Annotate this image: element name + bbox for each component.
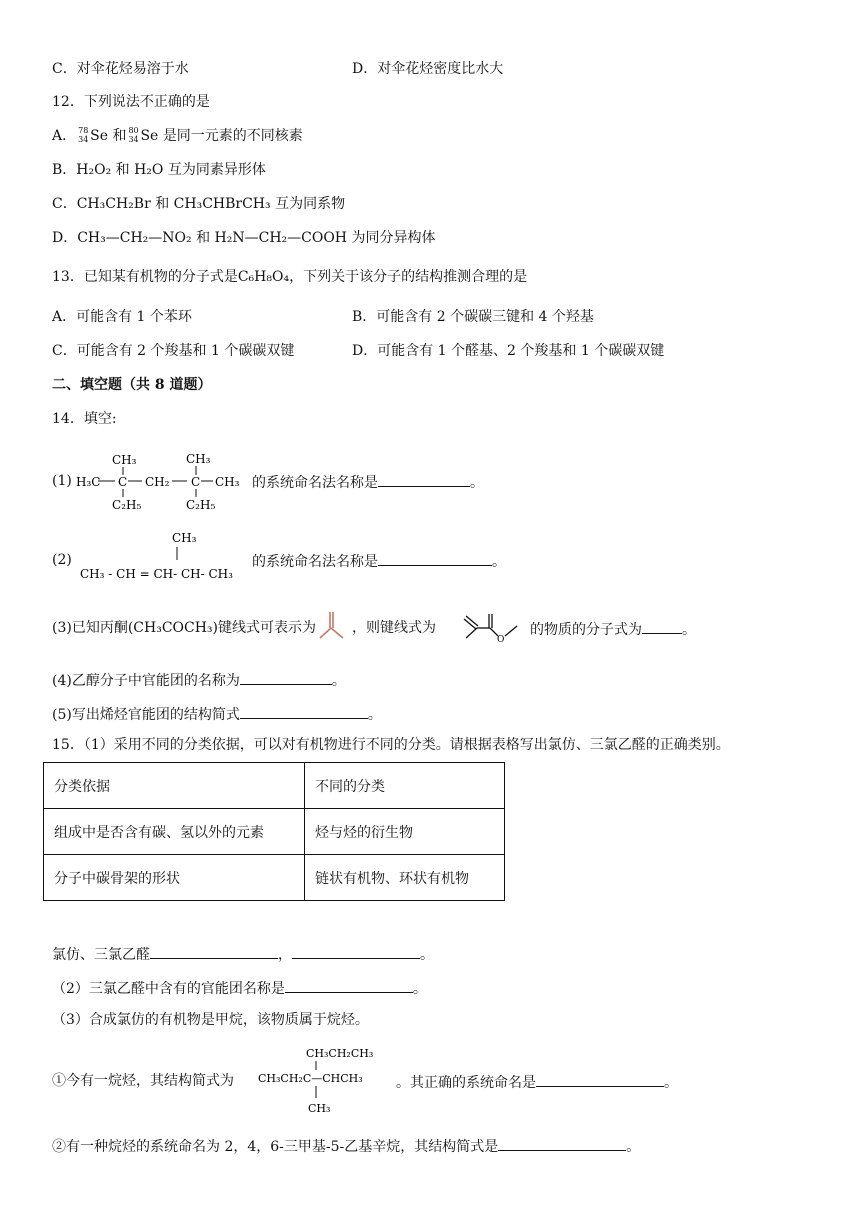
answer-blank[interactable] bbox=[536, 1071, 664, 1087]
q11-option-d: D．对伞花烃密度比水大 bbox=[352, 61, 504, 77]
q14-p2-label: (2) bbox=[52, 552, 72, 568]
q14-stem: 14．填空: bbox=[52, 411, 117, 427]
q15-s1-suffix: 。其正确的系统命名是 bbox=[396, 1075, 536, 1091]
table-cell: 组成中是否含有碳、氢以外的元素 bbox=[44, 809, 305, 855]
structure-formula-2 bbox=[76, 526, 236, 586]
q12-a-mid: 和 bbox=[112, 128, 127, 144]
q12-a-suffix: 是同一元素的不同核素 bbox=[162, 128, 303, 144]
q12-stem: 12．下列说法不正确的是 bbox=[52, 94, 210, 110]
sentence-end: 。 bbox=[367, 707, 382, 723]
struct-ch2: CH₂ bbox=[145, 475, 170, 489]
q15-answer-line bbox=[52, 943, 434, 965]
table-header-cell: 不同的分类 bbox=[305, 763, 505, 809]
q13-stem-suffix: ，下列关于该分子的结构推测合理的是 bbox=[289, 269, 528, 285]
q13-stem bbox=[52, 267, 527, 287]
table-cell: 烃与烃的衍生物 bbox=[305, 809, 505, 855]
answer-blank[interactable] bbox=[642, 618, 682, 634]
struct-c2h5-b: C₂H₅ bbox=[186, 498, 216, 512]
struct2-ch3-top: CH₃ bbox=[172, 531, 197, 545]
struct-h3c: H₃C bbox=[76, 475, 101, 489]
sentence-end: 。 bbox=[470, 475, 484, 491]
struct-ch3-right: CH₃ bbox=[215, 475, 240, 489]
q14-p3-question bbox=[530, 618, 696, 640]
ester-skeletal-icon bbox=[462, 608, 522, 644]
q12-a-prefix: A． bbox=[52, 128, 77, 144]
table-cell: 分子中碳骨架的形状 bbox=[44, 855, 305, 901]
struct-c2h5-a: C₂H₅ bbox=[112, 498, 142, 512]
struct-c1: C bbox=[118, 475, 128, 489]
answer-blank[interactable] bbox=[378, 471, 470, 487]
q14-p3-text-c: 的物质的分子式为 bbox=[530, 622, 642, 638]
q13-formula: C₆H₈O₄ bbox=[237, 269, 290, 285]
sentence-end: 。 bbox=[664, 1075, 678, 1091]
ester-oxygen-label: O bbox=[497, 635, 505, 644]
table-header-cell: 分类依据 bbox=[44, 763, 305, 809]
struct3-bottom: CH₃ bbox=[308, 1102, 331, 1115]
q14-p5-text: (5)写出烯烃官能团的结构简式 bbox=[52, 707, 240, 723]
isotope-mass: 80 bbox=[128, 126, 139, 135]
answer-blank[interactable] bbox=[150, 943, 278, 959]
answer-blank[interactable] bbox=[285, 977, 413, 993]
sentence-end: 。 bbox=[331, 673, 346, 689]
q14-p1-question bbox=[252, 471, 484, 493]
q14-p2-question bbox=[252, 550, 506, 572]
sentence-end: 。 bbox=[682, 622, 696, 638]
q14-p4 bbox=[52, 669, 346, 691]
q14-p4-text: (4)乙醇分子中官能团的名称为 bbox=[52, 673, 240, 689]
sentence-end: 。 bbox=[420, 947, 434, 963]
struct-c2: C bbox=[191, 475, 201, 489]
isotope-atomic-number: 34 bbox=[78, 135, 89, 144]
q12-option-a bbox=[52, 126, 303, 146]
q11-option-c: C．对伞花烃易溶于水 bbox=[52, 61, 189, 77]
sentence-end: 。 bbox=[492, 554, 506, 570]
isotope-se78 bbox=[76, 126, 90, 146]
answer-separator: ， bbox=[278, 947, 292, 963]
q15-s1-text: ①今有一烷烃，其结构简式为 bbox=[52, 1073, 234, 1089]
isotope-mass: 78 bbox=[78, 126, 89, 135]
table-row bbox=[44, 763, 505, 809]
answer-blank[interactable] bbox=[292, 943, 420, 959]
q14-p1-label: (1) bbox=[52, 473, 72, 489]
table-row bbox=[44, 855, 505, 901]
sentence-end: 。 bbox=[412, 981, 427, 997]
isotope-atomic-number: 34 bbox=[128, 135, 139, 144]
structure-formula-1 bbox=[72, 446, 247, 516]
answer-blank[interactable] bbox=[240, 703, 368, 719]
q13-stem-prefix: 13．已知某有机物的分子式是 bbox=[52, 269, 238, 285]
q12-option-c: C．CH₃CH₂Br 和 CH₃CHBrCH₃ 互为同系物 bbox=[52, 196, 346, 212]
q15-p3: （3）合成氯仿的有机物是甲烷，该物质属于烷烃。 bbox=[52, 1012, 369, 1028]
isotope-se80 bbox=[126, 126, 140, 146]
q13-option-b: B．可能含有 2 个碳碳三键和 4 个羟基 bbox=[352, 309, 594, 325]
q13-option-d: D．可能含有 1 个醛基、2 个羧基和 1 个碳碳双键 bbox=[352, 343, 665, 359]
q13-option-a: A．可能含有 1 个苯环 bbox=[52, 309, 192, 325]
q15-s2 bbox=[52, 1135, 640, 1157]
q15-s1-question bbox=[396, 1071, 678, 1093]
section-title: 二、填空题（共 8 道题） bbox=[52, 377, 212, 393]
struct3-main: CH₃CH₂C—CHCH₃ bbox=[258, 1072, 363, 1085]
isotope-symbol: Se bbox=[90, 128, 109, 144]
q15-s2-text: ②有一种烷烃的系统命名为 2，4，6-三甲基-5-乙基辛烷，其结构简式是 bbox=[52, 1139, 499, 1155]
q14-p5 bbox=[52, 703, 382, 725]
answer-blank[interactable] bbox=[378, 550, 492, 566]
answer-blank[interactable] bbox=[240, 669, 332, 685]
table-row bbox=[44, 809, 505, 855]
q15-p2 bbox=[52, 977, 427, 999]
struct-ch3-top-a: CH₃ bbox=[112, 453, 137, 467]
q15-answer-label: 氯仿、三氯乙醛 bbox=[52, 947, 150, 963]
table-cell: 链状有机物、环状有机物 bbox=[305, 855, 505, 901]
structure-formula-3 bbox=[250, 1040, 390, 1120]
classification-table bbox=[43, 762, 505, 901]
sentence-end: 。 bbox=[626, 1139, 641, 1155]
q14-p3-text-b: ，则键线式为 bbox=[352, 620, 436, 636]
q14-p2-suffix: 的系统命名法名称是 bbox=[252, 554, 378, 570]
isotope-symbol: Se bbox=[140, 128, 159, 144]
struct3-top: CH₃CH₂CH₃ bbox=[306, 1047, 374, 1060]
q15-stem: 15．（1）采用不同的分类依据，可以对有机物进行不同的分类。请根据表格写出氯仿、三氯乙醛的正确类别。 bbox=[52, 737, 730, 753]
answer-blank[interactable] bbox=[498, 1135, 626, 1151]
acetone-skeletal-icon bbox=[318, 608, 346, 646]
q15-p2-text: （2）三氯乙醛中含有的官能团名称是 bbox=[52, 981, 285, 997]
struct-ch3-top-b: CH₃ bbox=[186, 452, 211, 466]
struct2-main: CH₃ - CH = CH- CH- CH₃ bbox=[80, 567, 233, 581]
q12-option-d: D．CH₃—CH₂—NO₂ 和 H₂N—CH₂—COOH 为同分异构体 bbox=[52, 230, 436, 246]
q14-p3-text-a: (3)已知丙酮(CH₃COCH₃)键线式可表示为 bbox=[52, 620, 317, 636]
q12-option-b: B．H₂O₂ 和 H₂O 互为同素异形体 bbox=[52, 162, 266, 178]
q13-option-c: C．可能含有 2 个羧基和 1 个碳碳双键 bbox=[52, 343, 295, 359]
q14-p1-suffix: 的系统命名法名称是 bbox=[252, 475, 378, 491]
